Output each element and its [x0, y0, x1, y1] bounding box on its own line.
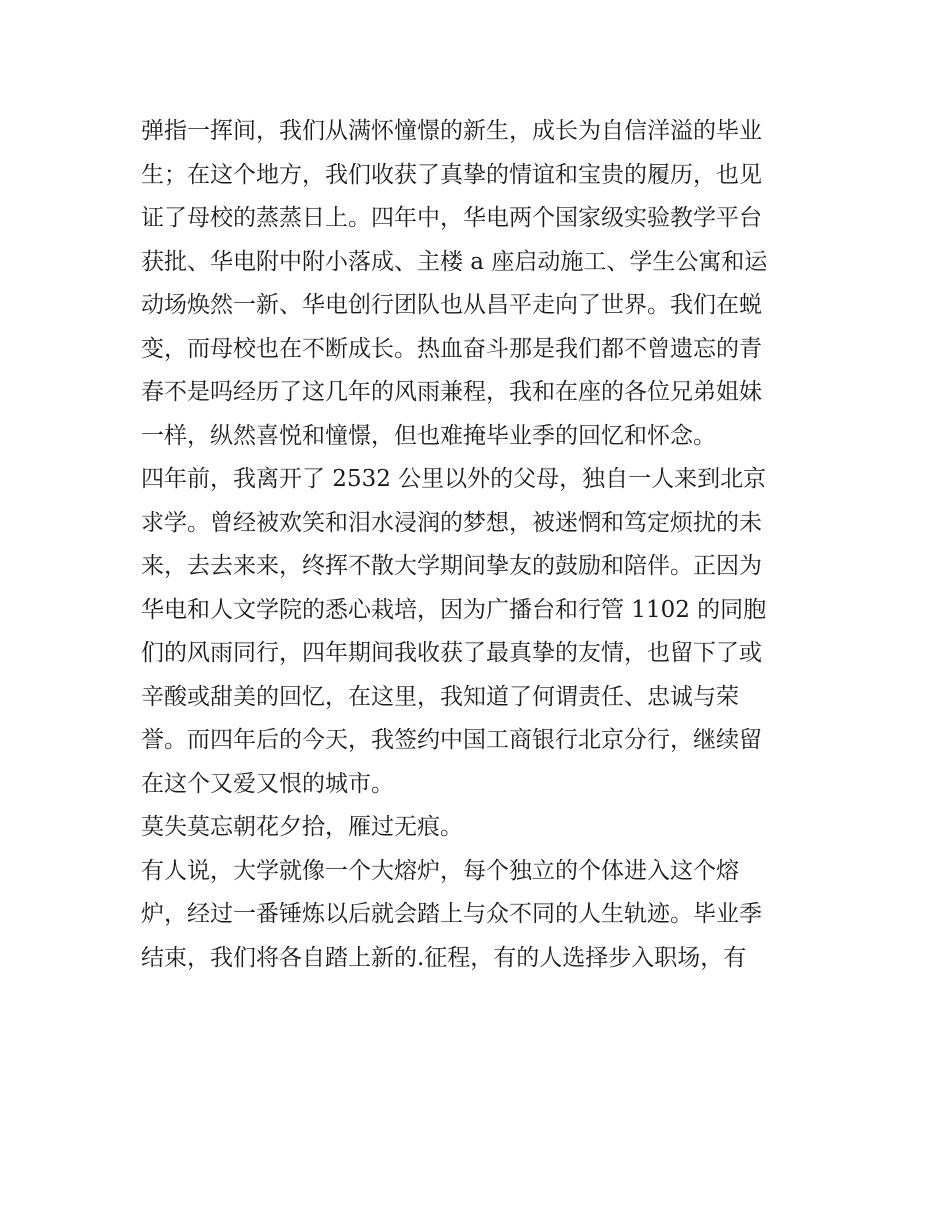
text-line: 弹指一挥间，我们从满怀憧憬的新生，成长为自信洋溢的毕业: [141, 118, 762, 144]
text-line: 变，而母校也在不断成长。热血奋斗那是我们都不曾遗忘的青: [141, 335, 762, 362]
text-line: 炉，经过一番锤炼以后就会踏上与众不同的人生轨迹。毕业季: [141, 901, 762, 927]
text-line: 誉。而四年后的今天，我签约中国工商银行北京分行，继续留: [141, 727, 762, 753]
text-line: 证了母校的蒸蒸日上。四年中，华电两个国家级实验教学平台: [141, 205, 762, 231]
text-line: 获批、华电附中附小落成、主楼 a 座启动施工、学生公寓和运: [141, 248, 768, 275]
text-line: 生；在这个地方，我们收获了真挚的情谊和宝贵的履历，也见: [141, 161, 762, 188]
text-line: 求学。曾经被欢笑和泪水浸润的梦想，被迷惘和笃定烦扰的未: [141, 509, 762, 536]
text-line: 四年前，我离开了 2532 公里以外的父母，独自一人来到北京: [141, 466, 767, 492]
text-line: 春不是吗经历了这几年的风雨兼程，我和在座的各位兄弟姐妹: [141, 379, 762, 405]
document-body: [141, 110, 821, 980]
text-line: 辛酸或甜美的回忆，在这里，我知道了何谓责任、忠诚与荣: [141, 683, 739, 710]
text-line: 一样，纵然喜悦和憧憬，但也难掩毕业季的回忆和怀念。: [141, 422, 716, 449]
text-line: 莫失莫忘朝花夕拾，雁过无痕。: [141, 814, 463, 840]
text-line: 有人说，大学就像一个大熔炉，每个独立的个体进入这个熔: [141, 857, 739, 884]
text-line: 在这个又爱又恨的城市。: [141, 770, 394, 797]
text-line: 动场焕然一新、华电创行团队也从昌平走向了世界。我们在蜕: [141, 292, 762, 318]
text-line: 结束，我们将各自踏上新的.征程，有的人选择步入职场，有: [141, 944, 747, 971]
text-line: 来，去去来来，终挥不散大学期间挚友的鼓励和陪伴。正因为: [141, 553, 762, 579]
text-line: 们的风雨同行，四年期间我收获了最真挚的友情，也留下了或: [141, 640, 762, 666]
text-line: 华电和人文学院的悉心栽培，因为广播台和行管 1102 的同胞: [141, 596, 767, 623]
